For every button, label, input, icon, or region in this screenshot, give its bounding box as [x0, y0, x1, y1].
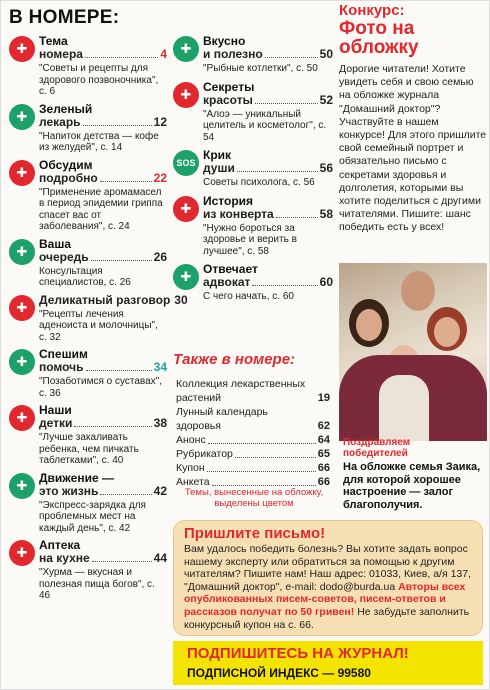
- entry-section: адвокат: [203, 275, 251, 289]
- entry-title: Движение —: [39, 470, 114, 485]
- contents-entry: [9, 404, 167, 467]
- leader-dots: [208, 443, 316, 444]
- entry-description: С чего начать, с. 60: [203, 291, 294, 302]
- stethoscope-icon: ✚: [9, 160, 35, 186]
- send-letter-text: Вам удалось победить болезнь? Вы хотите задать вопрос нашему эксперту или обратиться за помощью к другим читателям? Пишите нам! Наш адрес: 01033, Киев, а/я 137, "Домашний доктор", e-mail: dodo@burda.ua: [184, 543, 472, 593]
- entry-section: лекарь: [39, 114, 81, 129]
- also-entry-label: Анкета: [176, 476, 210, 488]
- cover-family-photo: [339, 263, 487, 441]
- also-entry-label: Анонс: [176, 434, 206, 446]
- entry-description: "Применение аромамасел в период эпидемии гриппа спасет вас от заболевания", с. 24: [39, 186, 163, 232]
- entry-row: [39, 48, 167, 61]
- contents-entry: [9, 292, 188, 344]
- also-entry-label: Коллекция лекарственных растений: [176, 378, 306, 404]
- entry-row: [39, 417, 167, 430]
- entry-title: Обсудим: [39, 157, 93, 172]
- leader-dots: [237, 171, 318, 172]
- entry-description: "Советы и рецепты для здорового позвоночника", с. 6: [39, 63, 159, 97]
- leader-dots: [252, 285, 317, 286]
- entry-title: Тема: [39, 34, 68, 48]
- entry-section: из конверта: [203, 206, 274, 221]
- entry-page-number: 38: [153, 416, 167, 430]
- contents-heading: В НОМЕРЕ:: [9, 7, 120, 28]
- contents-entry: [9, 159, 167, 233]
- entry-section: очередь: [39, 249, 89, 264]
- leader-dots: [265, 57, 318, 58]
- entry-title: Отвечает: [203, 262, 258, 276]
- bandage-icon: ✚: [9, 349, 35, 375]
- also-entry-page: 62: [317, 420, 330, 432]
- entry-title: Зеленый: [39, 101, 93, 116]
- entry-section: помочь: [39, 360, 84, 374]
- contents-entry: [173, 81, 333, 144]
- leader-dots: [74, 426, 151, 427]
- leader-dots: [235, 457, 316, 458]
- entry-row: [39, 116, 167, 129]
- also-entry-page: 66: [317, 462, 330, 474]
- also-in-issue-list: [176, 377, 330, 489]
- also-in-issue-title: Также в номере:: [173, 351, 296, 368]
- leader-dots: [276, 217, 318, 218]
- entry-page-number: 12: [153, 114, 167, 129]
- send-letter-reward: Авторы всех опубликованных писем-советов, писем-ответов и рассказов получат по 50 гривен!: [184, 580, 466, 618]
- entry-description: "Позаботимся о суставах", с. 36: [39, 376, 162, 399]
- contents-entry: [9, 238, 167, 289]
- also-entry-page: 64: [317, 434, 330, 446]
- entry-page-number: 4: [160, 47, 167, 61]
- envelope-icon: ✚: [173, 196, 199, 222]
- contents-entry: [173, 149, 333, 189]
- entry-title: Крик: [203, 148, 232, 162]
- contents-entry: [9, 103, 167, 154]
- leader-dots: [86, 370, 152, 371]
- leader-dots: [85, 57, 158, 58]
- contents-column-middle: [173, 35, 333, 303]
- entry-description: "Экспресс-зарядка для проблемных мест на каждый день", с. 42: [39, 499, 146, 534]
- subscribe-title: ПОДПИШИТЕСЬ НА ЖУРНАЛ!: [187, 645, 409, 662]
- also-entry-label: Купон: [176, 462, 205, 474]
- entry-description: "Нужно бороться за здоровье и верить в лучшее", с. 58: [203, 222, 297, 257]
- send-letter-box: [173, 520, 483, 636]
- entry-row: [203, 162, 333, 175]
- mirror-icon: ✚: [173, 82, 199, 108]
- send-letter-body: [184, 543, 478, 631]
- entry-row: [39, 485, 167, 498]
- entry-title: Секреты: [203, 79, 255, 94]
- entry-row: [39, 251, 167, 264]
- also-entry-label: Рубрикатор: [176, 448, 233, 460]
- contents-entry: [173, 195, 333, 258]
- also-entry: [176, 447, 330, 461]
- subscribe-banner: [173, 641, 483, 685]
- pot-icon: ✚: [9, 540, 35, 566]
- entry-description: "Алоэ — уникальный целитель и косметолог", с. 54: [203, 108, 327, 143]
- leader-dots: [91, 260, 152, 261]
- entry-page-number: 56: [319, 161, 333, 175]
- cover-topics-note: Темы, вынесенные на обложку, выделены цветом: [184, 487, 324, 509]
- contents-entry: [9, 348, 167, 399]
- entry-description: "Рецепты лечения аденоиста и молочницы", с. 32: [39, 308, 158, 343]
- entry-section: номера: [39, 47, 83, 61]
- leader-dots: [100, 181, 152, 182]
- entry-row: [39, 552, 167, 565]
- cover-caption: На обложке семья Заика, для которой хорошее настроение — залог благополучия.: [343, 461, 481, 511]
- entry-section: на кухне: [39, 551, 90, 565]
- leader-dots: [207, 471, 316, 472]
- children-icon: ✚: [9, 405, 35, 431]
- sos-icon: SOS: [173, 150, 199, 176]
- send-letter-title: Пришлите письмо!: [184, 525, 326, 542]
- entry-page-number: 44: [153, 551, 167, 565]
- entry-section: это жизнь: [39, 483, 99, 498]
- entry-title: Вкусно: [203, 34, 246, 48]
- contest-title: Фото на обложку: [339, 18, 419, 58]
- entry-section: детки: [39, 416, 73, 430]
- contents-entry: [173, 263, 333, 303]
- winners-label: Поздравляем победителей: [343, 437, 411, 459]
- chat-icon: ✚: [9, 295, 35, 321]
- entry-page-number: 34: [153, 360, 167, 374]
- entry-row: [203, 94, 333, 107]
- entry-section: Деликатный разговор: [39, 292, 171, 307]
- entry-title: История: [203, 193, 254, 208]
- also-entry: [176, 433, 330, 447]
- also-entry-label: Лунный календарь здоровья: [176, 406, 268, 432]
- contents-entry: [173, 35, 333, 75]
- entry-row: [203, 208, 333, 221]
- leader-dots: [92, 561, 152, 562]
- herb-icon: ✚: [9, 104, 35, 130]
- entry-row: [39, 292, 188, 307]
- entry-page-number: 26: [153, 249, 167, 264]
- entry-title: Ваша: [39, 236, 72, 251]
- leader-dots: [212, 485, 316, 486]
- entry-section: подробно: [39, 170, 98, 185]
- send-letter-footer: Не забудьте заполнить конкурсный купон на с. 66.: [184, 605, 470, 631]
- entry-row: [203, 48, 333, 61]
- also-entry: [176, 377, 330, 405]
- also-entry-page: 65: [317, 448, 330, 460]
- leader-dots: [100, 494, 151, 495]
- contents-entry: [9, 472, 167, 535]
- also-entry-page: 19: [317, 392, 330, 404]
- entry-title: Спешим: [39, 347, 88, 361]
- entry-section: и полезно: [203, 47, 263, 61]
- entry-description: "Рыбные котлетки", с. 50: [203, 63, 318, 74]
- entry-title: Наши: [39, 403, 72, 417]
- entry-section: красоты: [203, 92, 253, 107]
- leader-dots: [83, 125, 152, 126]
- spine-icon: ✚: [9, 36, 35, 62]
- also-entry: [176, 405, 330, 433]
- entry-title: Аптека: [39, 538, 81, 552]
- also-entry: [176, 461, 330, 475]
- entry-page-number: 60: [319, 275, 333, 289]
- entry-description: "Напиток детства — кофе из желудей", с. 14: [39, 130, 159, 153]
- entry-page-number: 50: [319, 47, 333, 61]
- entry-page-number: 42: [153, 483, 167, 498]
- question-icon: ✚: [9, 239, 35, 265]
- entry-page-number: 58: [319, 206, 333, 221]
- entry-page-number: 30: [174, 292, 188, 307]
- subscribe-index: ПОДПИСНОЙ ИНДЕКС — 99580: [187, 666, 371, 680]
- entry-row: [203, 276, 333, 289]
- leader-dots: [255, 103, 318, 104]
- entry-section: души: [203, 161, 235, 175]
- contest-label: Конкурс:: [339, 2, 405, 19]
- scales-icon: ✚: [173, 264, 199, 290]
- dish-icon: ✚: [173, 36, 199, 62]
- entry-description: Советы психолога, с. 56: [203, 177, 315, 188]
- entry-description: "Лучше закаливать ребенка, чем пичкать таблетками", с. 40: [39, 432, 139, 466]
- entry-page-number: 22: [153, 170, 167, 185]
- entry-description: "Хурма — вкусная и полезная пища богов", с. 46: [39, 567, 155, 601]
- contents-entry: [9, 539, 167, 602]
- entry-row: [39, 172, 167, 185]
- also-entry-page: 66: [317, 476, 330, 488]
- contest-panel: [339, 1, 487, 235]
- entry-description: Консультация специалистов, с. 26: [39, 265, 131, 288]
- entry-page-number: 52: [319, 92, 333, 107]
- contest-text: Дорогие читатели! Хотите увидеть себя и свою семью на обложке журнала "Домашний доктор"? Участвуйте в нашем конкурсе! Для этого пришлите свой семейный портрет и обязательно письмо с секретами здоровья и долголетия, которыми вы хотите поделиться с другими читателями. Пишите: шанс победить есть у всех!: [339, 63, 487, 234]
- runner-icon: ✚: [9, 473, 35, 499]
- entry-row: [39, 361, 167, 374]
- contents-entry: [9, 35, 167, 98]
